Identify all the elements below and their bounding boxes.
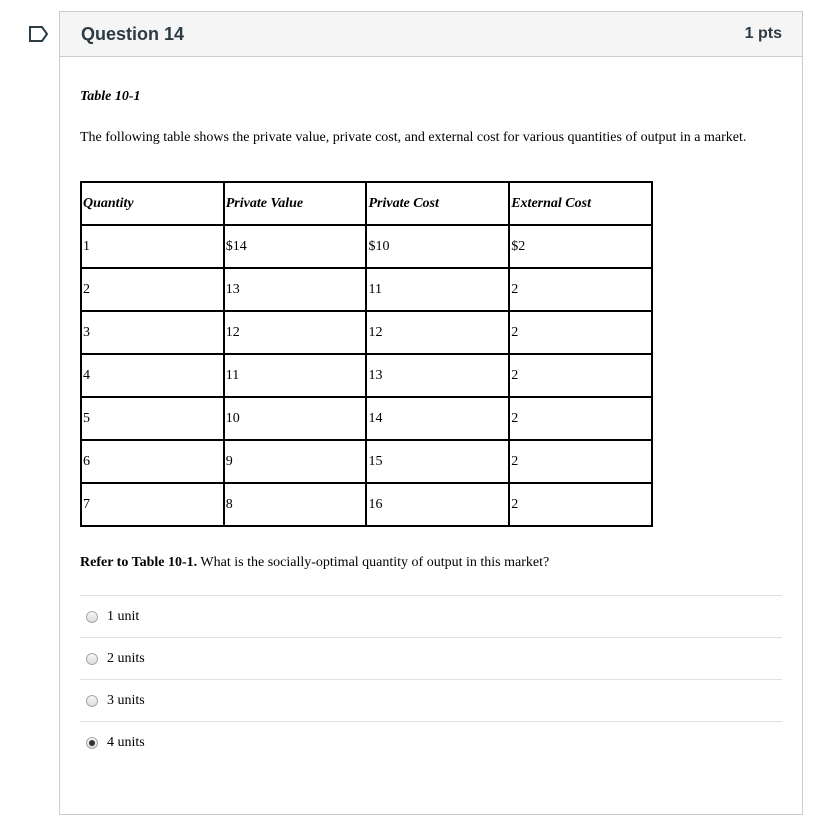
- question-prompt: [80, 527, 782, 571]
- table-row: [81, 354, 652, 397]
- answer-list: [80, 595, 782, 763]
- table-cell: 2: [509, 397, 652, 440]
- table-cell: 13: [366, 354, 509, 397]
- question-card: [59, 11, 803, 815]
- table-header-row: [81, 182, 652, 225]
- answer-option-3[interactable]: [80, 680, 782, 722]
- table-cell: 2: [509, 483, 652, 526]
- prompt-reference: Refer to Table 10-1.: [80, 555, 198, 570]
- table-cell: 15: [366, 440, 509, 483]
- table-cell: 12: [366, 311, 509, 354]
- table-cell: 11: [366, 268, 509, 311]
- table-cell: 13: [224, 268, 367, 311]
- table-cell: $2: [509, 225, 652, 268]
- question-intro: The following table shows the private value, private cost, and external cost for various quantities of output in a market.: [80, 130, 747, 145]
- table-cell: 14: [366, 397, 509, 440]
- table-cell: 10: [224, 397, 367, 440]
- answer-option-1[interactable]: [80, 596, 782, 638]
- radio-button[interactable]: [86, 653, 98, 665]
- answer-label[interactable]: 1 unit: [107, 608, 140, 624]
- radio-button[interactable]: [86, 737, 98, 749]
- table-cell: 4: [81, 354, 224, 397]
- question-title: Question 14: [81, 23, 185, 44]
- question-header: [60, 12, 802, 57]
- table-cell: 6: [81, 440, 224, 483]
- answer-label[interactable]: 2 units: [107, 650, 145, 666]
- table-cell: $10: [366, 225, 509, 268]
- table-cell: 2: [81, 268, 224, 311]
- table-row: [81, 397, 652, 440]
- table-row: [81, 225, 652, 268]
- header-private-value: Private Value: [224, 182, 367, 225]
- radio-button[interactable]: [86, 611, 98, 623]
- prompt-text: What is the socially-optimal quantity of output in this market?: [197, 555, 550, 570]
- table-row: [81, 311, 652, 354]
- header-quantity: Quantity: [81, 182, 224, 225]
- question-points: 1 pts: [744, 25, 782, 42]
- table-cell: 1: [81, 225, 224, 268]
- table-cell: 2: [509, 311, 652, 354]
- table-caption: Table 10-1: [80, 89, 141, 104]
- answer-option-2[interactable]: [80, 638, 782, 680]
- table-cell: 12: [224, 311, 367, 354]
- table-cell: 9: [224, 440, 367, 483]
- table-cell: 3: [81, 311, 224, 354]
- question-body: [60, 57, 802, 763]
- header-external-cost: External Cost: [509, 182, 652, 225]
- table-cell: 7: [81, 483, 224, 526]
- answer-label[interactable]: 4 units: [107, 734, 145, 750]
- table-cell: 16: [366, 483, 509, 526]
- table-row: [81, 483, 652, 526]
- table-cell: 8: [224, 483, 367, 526]
- radio-button[interactable]: [86, 695, 98, 707]
- table-row: [81, 440, 652, 483]
- answer-label[interactable]: 3 units: [107, 692, 145, 708]
- table-cell: 2: [509, 440, 652, 483]
- table-cell: 2: [509, 354, 652, 397]
- header-private-cost: Private Cost: [366, 182, 509, 225]
- data-table: [80, 181, 653, 527]
- table-cell: 5: [81, 397, 224, 440]
- table-cell: $14: [224, 225, 367, 268]
- table-cell: 11: [224, 354, 367, 397]
- answer-option-4[interactable]: [80, 722, 782, 763]
- table-row: [81, 268, 652, 311]
- bookmark-flag-icon[interactable]: [28, 25, 50, 43]
- table-cell: 2: [509, 268, 652, 311]
